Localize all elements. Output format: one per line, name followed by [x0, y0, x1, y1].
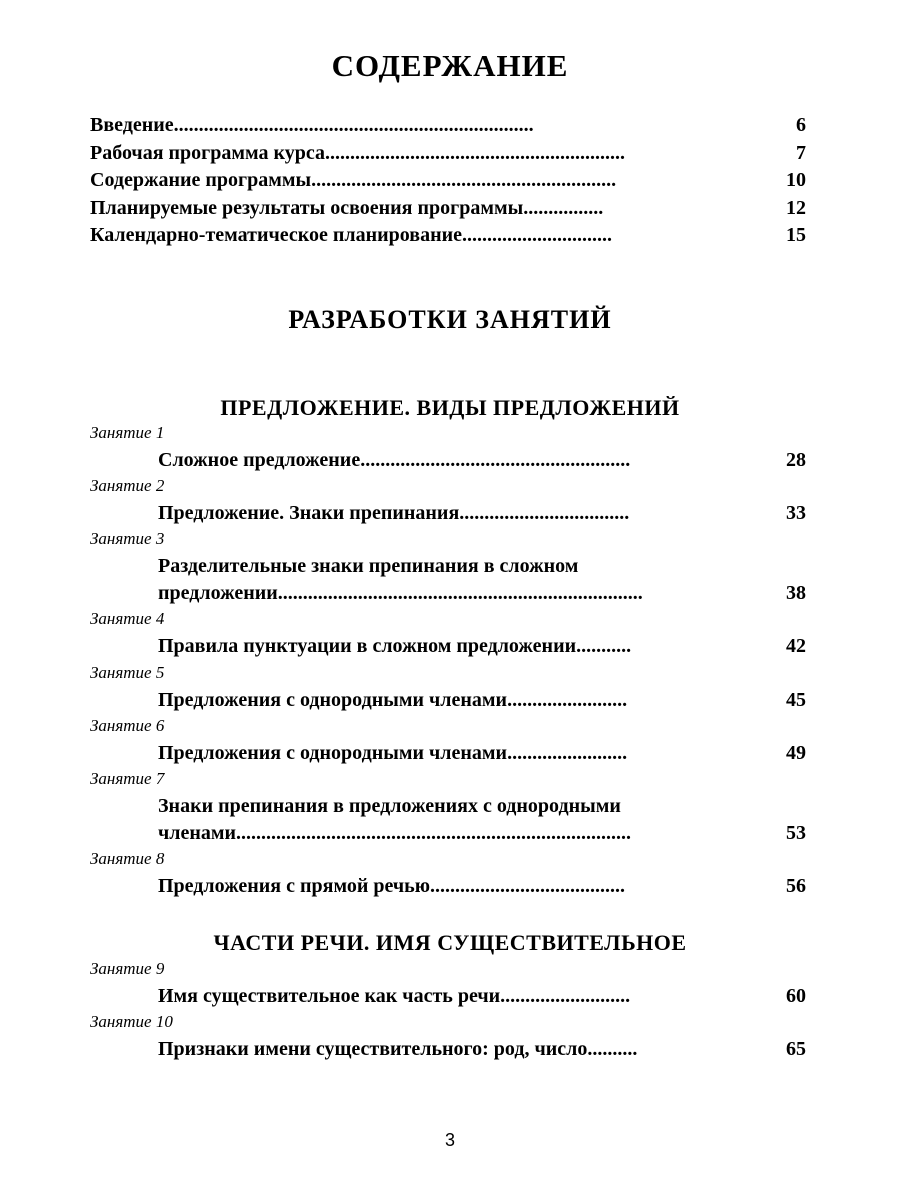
lesson-page-number: 42 — [786, 635, 806, 657]
dot-leader: .......... — [587, 1038, 638, 1060]
lesson-page-number: 45 — [786, 689, 806, 711]
lesson-title: предложении — [158, 582, 278, 604]
lesson-entry[interactable] — [158, 633, 806, 660]
lesson-entry[interactable] — [158, 873, 806, 900]
lesson-label: Занятие 9 — [90, 959, 165, 978]
page-number: 3 — [444, 1130, 455, 1150]
toc-entry-title: Календарно-тематическое планирование — [90, 224, 463, 246]
lesson-page-number: 53 — [786, 822, 806, 844]
lesson-label: Занятие 4 — [90, 609, 165, 628]
toc-entry-title: Планируемые результаты освоения программы — [90, 196, 524, 219]
lesson-title: Предложение. Знаки препинания — [158, 502, 460, 524]
intro-toc — [90, 112, 806, 250]
toc-page-number: 12 — [786, 196, 806, 219]
dot-leader: .............................. — [462, 224, 613, 246]
dot-leader: ........................................................................ — [173, 114, 534, 136]
toc-entry-title: Рабочая программа курса — [90, 141, 325, 164]
toc-row[interactable] — [90, 167, 806, 195]
lesson-entry[interactable] — [158, 553, 806, 607]
dot-leader: ............................................................................... — [236, 822, 632, 844]
lesson-label: Занятие 10 — [90, 1012, 173, 1031]
lesson-label: Занятие 7 — [90, 769, 165, 788]
dot-leader: ........................ — [507, 742, 628, 764]
lesson-label: Занятие 2 — [90, 476, 165, 495]
dot-leader: ............................................................. — [311, 169, 617, 191]
toc-page-number: 6 — [796, 114, 806, 136]
toc-row[interactable] — [90, 140, 806, 168]
page-title: СОДЕРЖАНИЕ — [331, 48, 569, 83]
toc-row[interactable] — [90, 112, 806, 140]
toc-entry-title: Введение — [90, 114, 174, 136]
lesson-title: Сложное предложение — [158, 449, 361, 471]
lesson-page-number: 33 — [786, 502, 806, 524]
lesson-label: Занятие 5 — [90, 663, 165, 682]
lesson-title: Предложения с прямой речью — [158, 875, 430, 897]
lesson-page-number: 49 — [786, 742, 806, 764]
lesson-title: Признаки имени существительного: род, число — [158, 1038, 588, 1060]
lesson-page-number: 56 — [786, 875, 806, 897]
lesson-entry[interactable] — [158, 793, 806, 847]
toc-row[interactable] — [90, 222, 806, 250]
lesson-entry[interactable] — [158, 447, 806, 474]
lesson-title: членами — [158, 822, 237, 844]
dot-leader: ............................................................ — [324, 141, 625, 164]
lesson-title: Имя существительное как часть речи — [158, 985, 501, 1007]
toc-row[interactable] — [90, 195, 806, 223]
toc-entry-title: Содержание программы — [90, 169, 312, 191]
lesson-page-number: 65 — [786, 1038, 806, 1060]
lesson-label: Занятие 3 — [90, 529, 165, 548]
dot-leader: .................................. — [459, 502, 630, 524]
toc-page-number: 10 — [786, 169, 806, 191]
dot-leader: ................ — [523, 196, 604, 219]
lesson-label: Занятие 8 — [90, 849, 165, 868]
section-heading: ЧАСТИ РЕЧИ. ИМЯ СУЩЕСТВИТЕЛЬНОЕ — [213, 930, 687, 955]
lesson-entry[interactable] — [158, 687, 806, 714]
lesson-title-line: Разделительные знаки препинания в сложном — [158, 555, 579, 577]
lesson-entry[interactable] — [158, 1036, 806, 1063]
dot-leader: ........................ — [507, 689, 628, 711]
lesson-page-number: 38 — [786, 582, 806, 604]
dot-leader: ...................................................... — [360, 449, 631, 471]
toc-page-number: 15 — [786, 224, 806, 246]
lesson-label: Занятие 1 — [90, 423, 165, 442]
lesson-entry[interactable] — [158, 500, 806, 527]
dot-leader: ........... — [576, 635, 632, 657]
lesson-title: Предложения с однородными членами — [158, 742, 508, 764]
lesson-entry[interactable] — [158, 740, 806, 767]
lesson-title-line: Знаки препинания в предложениях с однородными — [158, 795, 621, 817]
dot-leader: ......................................................................... — [277, 582, 643, 604]
lesson-entry[interactable] — [158, 983, 806, 1010]
lesson-page-number: 60 — [786, 985, 806, 1007]
dot-leader: .......................... — [500, 985, 631, 1007]
dot-leader: ....................................... — [429, 875, 625, 897]
lesson-title: Правила пунктуации в сложном предложении — [158, 635, 577, 657]
lesson-title: Предложения с однородными членами — [158, 689, 508, 711]
section-heading: ПРЕДЛОЖЕНИЕ. ВИДЫ ПРЕДЛОЖЕНИЙ — [220, 395, 680, 420]
lesson-page-number: 28 — [786, 449, 806, 471]
toc-page-number: 7 — [796, 141, 806, 164]
developments-title: РАЗРАБОТКИ ЗАНЯТИЙ — [288, 305, 612, 334]
lesson-label: Занятие 6 — [90, 716, 165, 735]
